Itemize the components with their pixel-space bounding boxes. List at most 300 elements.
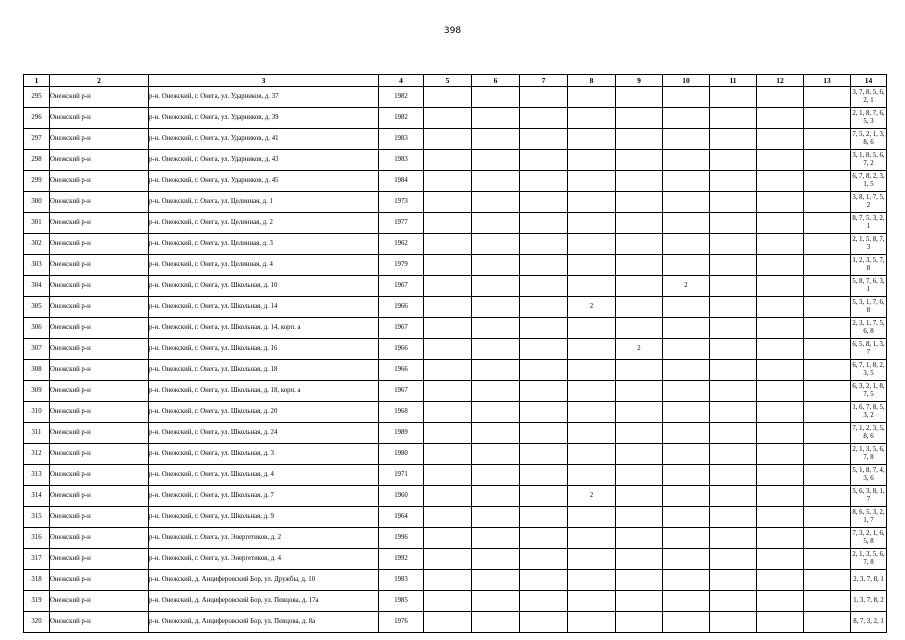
year-cell: 1976: [379, 612, 424, 633]
column-12-cell: [757, 381, 804, 402]
district-cell: Онежский р-н: [50, 297, 149, 318]
column-10-cell: [663, 129, 710, 150]
column-10-cell: [663, 297, 710, 318]
column-6-cell: [472, 507, 520, 528]
address-cell: р-н. Онежский, д. Анциферовский Бор, ул. Певцова, д. 17а: [149, 591, 379, 612]
row-number-cell: 297: [24, 129, 50, 150]
column-8-cell: [568, 318, 616, 339]
column-6-cell: [472, 108, 520, 129]
row-number-cell: 311: [24, 423, 50, 444]
column-9-cell: [616, 87, 663, 108]
column-8-cell: [568, 528, 616, 549]
address-cell: р-н. Онежский, г. Онега, ул. Школьная, д. 16: [149, 339, 379, 360]
year-cell: 1984: [379, 171, 424, 192]
column-13-cell: [804, 150, 851, 171]
table-row: [24, 213, 887, 234]
table-row: [24, 87, 887, 108]
column-10-cell: [663, 318, 710, 339]
column-12-cell: [757, 465, 804, 486]
district-cell: Онежский р-н: [50, 507, 149, 528]
column-14-cell: 2, 1, 3, 5, 6, 7, 8: [851, 444, 887, 465]
column-14-cell: 6, 7, 1, 8, 2, 3, 5: [851, 360, 887, 381]
column-9-cell: [616, 360, 663, 381]
column-11-cell: [710, 318, 757, 339]
district-cell: Онежский р-н: [50, 129, 149, 150]
district-cell: Онежский р-н: [50, 591, 149, 612]
column-14-cell: 2, 3, 1, 7, 5, 6, 8: [851, 318, 887, 339]
column-8-cell: [568, 591, 616, 612]
column-5-cell: [424, 360, 472, 381]
column-14-cell: 3, 8, 1, 7, 5, 2: [851, 192, 887, 213]
district-cell: Онежский р-н: [50, 423, 149, 444]
table-row: [24, 591, 887, 612]
year-cell: 1977: [379, 213, 424, 234]
column-12-cell: [757, 108, 804, 129]
column-8-cell: [568, 192, 616, 213]
column-9-cell: [616, 318, 663, 339]
year-cell: 1968: [379, 402, 424, 423]
column-11-cell: [710, 444, 757, 465]
address-cell: р-н. Онежский, г. Онега, ул. Ударников, д. 39: [149, 108, 379, 129]
column-12-cell: [757, 129, 804, 150]
column-11-cell: [710, 423, 757, 444]
column-14-cell: 3, 7, 8, 5, 6, 2, 1: [851, 87, 887, 108]
year-cell: 1979: [379, 255, 424, 276]
column-13-cell: [804, 465, 851, 486]
column-7-cell: [520, 318, 568, 339]
address-cell: р-н. Онежский, г. Онега, ул. Школьная, д. 10: [149, 276, 379, 297]
column-12-cell: [757, 549, 804, 570]
column-6-cell: [472, 423, 520, 444]
column-header-12: 12: [757, 75, 804, 87]
column-7-cell: [520, 213, 568, 234]
column-8-cell: [568, 255, 616, 276]
column-10-cell: [663, 444, 710, 465]
row-number-cell: 303: [24, 255, 50, 276]
year-cell: 1980: [379, 444, 424, 465]
column-13-cell: [804, 549, 851, 570]
district-cell: Онежский р-н: [50, 339, 149, 360]
column-5-cell: [424, 87, 472, 108]
column-14-cell: 5, 6, 3, 8, 1, 7: [851, 486, 887, 507]
column-9-cell: [616, 591, 663, 612]
table-row: [24, 528, 887, 549]
column-7-cell: [520, 171, 568, 192]
column-11-cell: [710, 297, 757, 318]
column-9-cell: [616, 381, 663, 402]
column-14-cell: 8, 7, 5, 3, 2, 1: [851, 213, 887, 234]
district-cell: Онежский р-н: [50, 360, 149, 381]
column-12-cell: [757, 213, 804, 234]
column-8-cell: [568, 108, 616, 129]
column-13-cell: [804, 486, 851, 507]
row-number-cell: 308: [24, 360, 50, 381]
column-8-cell: [568, 444, 616, 465]
column-7-cell: [520, 255, 568, 276]
column-9-cell: [616, 234, 663, 255]
table-row: [24, 234, 887, 255]
year-cell: 1960: [379, 486, 424, 507]
address-cell: р-н. Онежский, г. Онега, ул. Школьная, д. 18: [149, 360, 379, 381]
column-header-8: 8: [568, 75, 616, 87]
address-cell: р-н. Онежский, г. Онега, ул. Школьная, д. 4: [149, 465, 379, 486]
column-5-cell: [424, 444, 472, 465]
column-5-cell: [424, 171, 472, 192]
column-8-cell: [568, 339, 616, 360]
table-row: [24, 612, 887, 633]
column-10-cell: [663, 549, 710, 570]
year-cell: 1967: [379, 276, 424, 297]
register-table: [23, 74, 887, 633]
column-11-cell: [710, 171, 757, 192]
column-9-cell: [616, 255, 663, 276]
column-9-cell: [616, 276, 663, 297]
column-9-cell: [616, 402, 663, 423]
column-6-cell: [472, 171, 520, 192]
column-5-cell: [424, 318, 472, 339]
column-5-cell: [424, 423, 472, 444]
column-header-11: 11: [710, 75, 757, 87]
column-6-cell: [472, 402, 520, 423]
column-12-cell: [757, 255, 804, 276]
column-14-cell: 2, 1, 3, 5, 6, 7, 8: [851, 549, 887, 570]
column-9-cell: [616, 486, 663, 507]
header-row: [24, 75, 887, 87]
table-row: [24, 549, 887, 570]
column-5-cell: [424, 255, 472, 276]
district-cell: Онежский р-н: [50, 171, 149, 192]
column-12-cell: [757, 444, 804, 465]
table-row: [24, 108, 887, 129]
column-13-cell: [804, 234, 851, 255]
column-9-cell: [616, 297, 663, 318]
column-header-14: 14: [851, 75, 887, 87]
column-14-cell: 1, 6, 7, 8, 5, 3, 2: [851, 402, 887, 423]
row-number-cell: 320: [24, 612, 50, 633]
column-7-cell: [520, 297, 568, 318]
address-cell: р-н. Онежский, д. Анциферовский Бор, ул. Певцова, д. 8а: [149, 612, 379, 633]
column-14-cell: 2, 1, 8, 7, 6, 5, 3: [851, 108, 887, 129]
column-6-cell: [472, 87, 520, 108]
column-12-cell: [757, 192, 804, 213]
year-cell: 1973: [379, 192, 424, 213]
column-11-cell: [710, 570, 757, 591]
table-row: [24, 570, 887, 591]
column-9-cell: [616, 612, 663, 633]
district-cell: Онежский р-н: [50, 150, 149, 171]
column-8-cell: [568, 612, 616, 633]
column-5-cell: [424, 486, 472, 507]
column-13-cell: [804, 360, 851, 381]
column-13-cell: [804, 591, 851, 612]
address-cell: р-н. Онежский, г. Онега, ул. Целинная, д. 1: [149, 192, 379, 213]
table-row: [24, 444, 887, 465]
column-13-cell: [804, 108, 851, 129]
table-row: [24, 150, 887, 171]
column-13-cell: [804, 528, 851, 549]
column-8-cell: [568, 507, 616, 528]
year-cell: 1989: [379, 423, 424, 444]
column-10-cell: [663, 255, 710, 276]
row-number-cell: 314: [24, 486, 50, 507]
column-5-cell: [424, 465, 472, 486]
address-cell: р-н. Онежский, г. Онега, ул. Школьная, д. 14: [149, 297, 379, 318]
column-8-cell: [568, 213, 616, 234]
column-6-cell: [472, 570, 520, 591]
column-9-cell: [616, 444, 663, 465]
column-5-cell: [424, 150, 472, 171]
column-8-cell: [568, 423, 616, 444]
column-8-cell: [568, 234, 616, 255]
column-11-cell: [710, 528, 757, 549]
column-8-cell: [568, 150, 616, 171]
column-11-cell: [710, 255, 757, 276]
column-11-cell: [710, 234, 757, 255]
row-number-cell: 295: [24, 87, 50, 108]
column-5-cell: [424, 213, 472, 234]
column-7-cell: [520, 360, 568, 381]
column-14-cell: 5, 3, 1, 7, 6, 8: [851, 297, 887, 318]
column-9-cell: [616, 108, 663, 129]
row-number-cell: 312: [24, 444, 50, 465]
column-10-cell: [663, 381, 710, 402]
column-14-cell: 7, 3, 2, 1, 6, 5, 8: [851, 528, 887, 549]
column-11-cell: [710, 213, 757, 234]
column-8-cell: 2: [568, 297, 616, 318]
address-cell: р-н. Онежский, г. Онега, ул. Школьная, д. 24: [149, 423, 379, 444]
column-10-cell: [663, 234, 710, 255]
column-6-cell: [472, 192, 520, 213]
column-10-cell: 2: [663, 276, 710, 297]
column-9-cell: [616, 507, 663, 528]
column-7-cell: [520, 192, 568, 213]
column-6-cell: [472, 276, 520, 297]
column-6-cell: [472, 234, 520, 255]
column-8-cell: [568, 171, 616, 192]
column-7-cell: [520, 612, 568, 633]
column-13-cell: [804, 87, 851, 108]
address-cell: р-н. Онежский, г. Онега, ул. Целинная, д. 2: [149, 213, 379, 234]
column-13-cell: [804, 255, 851, 276]
column-11-cell: [710, 276, 757, 297]
column-13-cell: [804, 192, 851, 213]
column-7-cell: [520, 549, 568, 570]
table-row: [24, 402, 887, 423]
row-number-cell: 304: [24, 276, 50, 297]
column-13-cell: [804, 444, 851, 465]
column-12-cell: [757, 339, 804, 360]
year-cell: 1982: [379, 87, 424, 108]
column-13-cell: [804, 423, 851, 444]
column-6-cell: [472, 612, 520, 633]
address-cell: р-н. Онежский, г. Онега, ул. Школьная, д. 20: [149, 402, 379, 423]
address-cell: р-н. Онежский, д. Анциферовский Бор, ул. Дружбы, д. 10: [149, 570, 379, 591]
year-cell: 1983: [379, 570, 424, 591]
district-cell: Онежский р-н: [50, 444, 149, 465]
year-cell: 1962: [379, 234, 424, 255]
column-11-cell: [710, 402, 757, 423]
district-cell: Онежский р-н: [50, 276, 149, 297]
row-number-cell: 313: [24, 465, 50, 486]
column-11-cell: [710, 486, 757, 507]
column-9-cell: [616, 549, 663, 570]
column-header-2: 2: [50, 75, 149, 87]
row-number-cell: 301: [24, 213, 50, 234]
column-8-cell: [568, 570, 616, 591]
column-6-cell: [472, 129, 520, 150]
column-10-cell: [663, 192, 710, 213]
column-9-cell: [616, 192, 663, 213]
district-cell: Онежский р-н: [50, 486, 149, 507]
column-6-cell: [472, 297, 520, 318]
column-12-cell: [757, 234, 804, 255]
address-cell: р-н. Онежский, г. Онега, ул. Целинная, д. 3: [149, 234, 379, 255]
column-11-cell: [710, 549, 757, 570]
table-row: [24, 318, 887, 339]
address-cell: р-н. Онежский, г. Онега, ул. Энергетиков, д. 4: [149, 549, 379, 570]
column-11-cell: [710, 612, 757, 633]
column-14-cell: 7, 1, 2, 3, 5, 8, 6: [851, 423, 887, 444]
column-6-cell: [472, 318, 520, 339]
row-number-cell: 318: [24, 570, 50, 591]
column-13-cell: [804, 297, 851, 318]
year-cell: 1967: [379, 381, 424, 402]
column-13-cell: [804, 507, 851, 528]
column-10-cell: [663, 360, 710, 381]
column-header-6: 6: [472, 75, 520, 87]
column-7-cell: [520, 528, 568, 549]
table-row: [24, 339, 887, 360]
column-9-cell: [616, 528, 663, 549]
table-row: [24, 192, 887, 213]
column-5-cell: [424, 591, 472, 612]
column-7-cell: [520, 339, 568, 360]
column-10-cell: [663, 591, 710, 612]
row-number-cell: 296: [24, 108, 50, 129]
column-13-cell: [804, 570, 851, 591]
column-5-cell: [424, 549, 472, 570]
column-10-cell: [663, 339, 710, 360]
column-12-cell: [757, 150, 804, 171]
column-6-cell: [472, 255, 520, 276]
column-12-cell: [757, 570, 804, 591]
column-13-cell: [804, 612, 851, 633]
column-5-cell: [424, 402, 472, 423]
column-6-cell: [472, 339, 520, 360]
district-cell: Онежский р-н: [50, 612, 149, 633]
column-7-cell: [520, 87, 568, 108]
year-cell: 1966: [379, 339, 424, 360]
column-5-cell: [424, 612, 472, 633]
column-header-4: 4: [379, 75, 424, 87]
column-6-cell: [472, 150, 520, 171]
column-header-3: 3: [149, 75, 379, 87]
table-row: [24, 129, 887, 150]
column-13-cell: [804, 129, 851, 150]
column-14-cell: 1, 3, 7, 8, 2: [851, 591, 887, 612]
column-5-cell: [424, 276, 472, 297]
column-7-cell: [520, 486, 568, 507]
column-14-cell: 1, 2, 3, 5, 7, 8: [851, 255, 887, 276]
row-number-cell: 298: [24, 150, 50, 171]
year-cell: 1964: [379, 507, 424, 528]
address-cell: р-н. Онежский, г. Онега, ул. Целинная, д. 4: [149, 255, 379, 276]
column-14-cell: 5, 1, 8, 7, 4, 3, 6: [851, 465, 887, 486]
district-cell: Онежский р-н: [50, 192, 149, 213]
column-7-cell: [520, 150, 568, 171]
column-12-cell: [757, 402, 804, 423]
column-13-cell: [804, 381, 851, 402]
column-14-cell: 6, 7, 8, 2, 3, 1, 5: [851, 171, 887, 192]
column-9-cell: [616, 423, 663, 444]
column-header-5: 5: [424, 75, 472, 87]
column-14-cell: 7, 5, 2, 1, 3, 8, 6: [851, 129, 887, 150]
column-14-cell: 2, 1, 5, 8, 7, 3: [851, 234, 887, 255]
column-13-cell: [804, 276, 851, 297]
address-cell: р-н. Онежский, г. Онега, ул. Школьная, д. 9: [149, 507, 379, 528]
column-14-cell: 6, 5, 8, 1, 3, 7: [851, 339, 887, 360]
column-10-cell: [663, 486, 710, 507]
address-cell: р-н. Онежский, г. Онега, ул. Ударников, д. 37: [149, 87, 379, 108]
column-5-cell: [424, 381, 472, 402]
column-11-cell: [710, 129, 757, 150]
column-11-cell: [710, 360, 757, 381]
column-7-cell: [520, 465, 568, 486]
column-9-cell: [616, 465, 663, 486]
column-5-cell: [424, 507, 472, 528]
column-header-1: 1: [24, 75, 50, 87]
year-cell: 1971: [379, 465, 424, 486]
column-7-cell: [520, 423, 568, 444]
column-7-cell: [520, 591, 568, 612]
table-row: [24, 486, 887, 507]
column-11-cell: [710, 591, 757, 612]
column-9-cell: [616, 129, 663, 150]
district-cell: Онежский р-н: [50, 87, 149, 108]
column-12-cell: [757, 507, 804, 528]
table-row: [24, 381, 887, 402]
column-10-cell: [663, 108, 710, 129]
column-11-cell: [710, 507, 757, 528]
column-12-cell: [757, 318, 804, 339]
column-9-cell: [616, 171, 663, 192]
year-cell: 1966: [379, 360, 424, 381]
column-8-cell: [568, 129, 616, 150]
column-header-13: 13: [804, 75, 851, 87]
column-10-cell: [663, 150, 710, 171]
column-11-cell: [710, 108, 757, 129]
row-number-cell: 317: [24, 549, 50, 570]
column-10-cell: [663, 171, 710, 192]
column-8-cell: 2: [568, 486, 616, 507]
column-12-cell: [757, 276, 804, 297]
row-number-cell: 319: [24, 591, 50, 612]
table-row: [24, 423, 887, 444]
row-number-cell: 302: [24, 234, 50, 255]
year-cell: 1983: [379, 150, 424, 171]
table-row: [24, 360, 887, 381]
column-8-cell: [568, 381, 616, 402]
column-7-cell: [520, 507, 568, 528]
column-13-cell: [804, 171, 851, 192]
column-10-cell: [663, 528, 710, 549]
column-7-cell: [520, 234, 568, 255]
column-13-cell: [804, 318, 851, 339]
column-5-cell: [424, 570, 472, 591]
column-7-cell: [520, 276, 568, 297]
column-7-cell: [520, 570, 568, 591]
column-8-cell: [568, 276, 616, 297]
